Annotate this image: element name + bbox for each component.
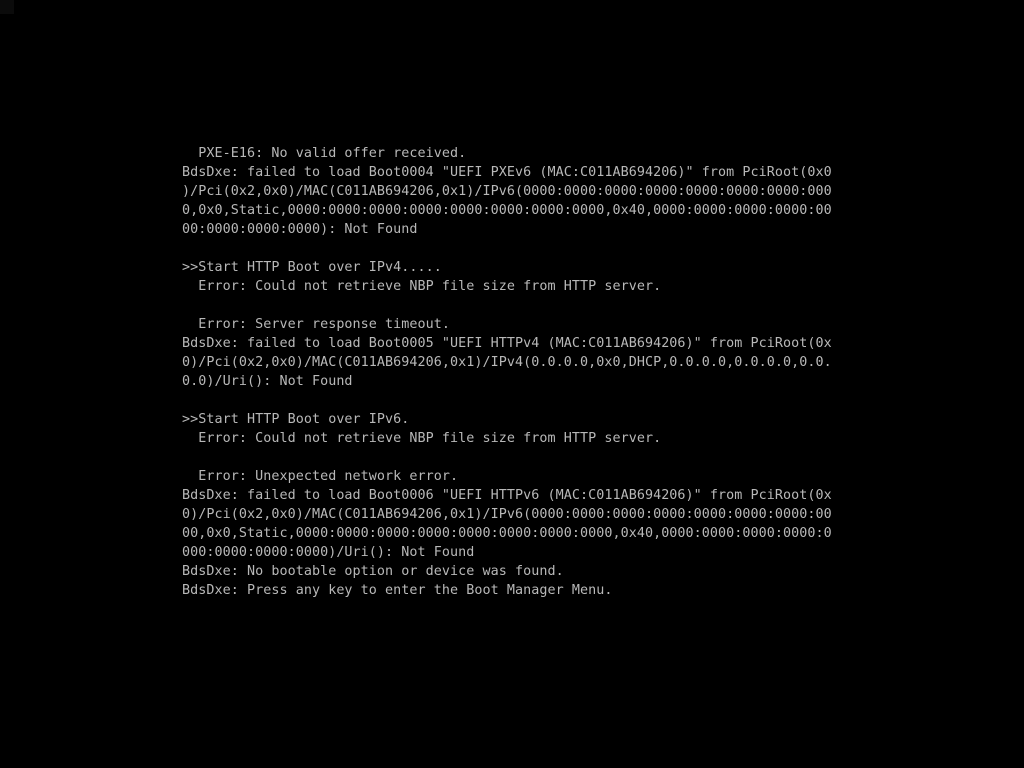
console-line: 0)/Pci(0x2,0x0)/MAC(C011AB694206,0x1)/IPv4(0.0.0.0,0x0,DHCP,0.0.0.0,0.0.0.0,0.0. <box>182 355 832 370</box>
console-line: Error: Could not retrieve NBP file size from HTTP server. <box>182 279 662 294</box>
console-line: BdsDxe: No bootable option or device was found. <box>182 564 564 579</box>
console-line: 00,0x0,Static,0000:0000:0000:0000:0000:0000:0000:0000,0x40,0000:0000:0000:0000:0 <box>182 526 832 541</box>
console-line: PXE-E16: No valid offer received. <box>182 146 467 161</box>
screen-corner-artifact <box>0 0 14 14</box>
console-line: 0,0x0,Static,0000:0000:0000:0000:0000:0000:0000:0000,0x40,0000:0000:0000:0000:00 <box>182 203 832 218</box>
console-line: BdsDxe: failed to load Boot0004 "UEFI PXEv6 (MAC:C011AB694206)" from PciRoot(0x0 <box>182 165 832 180</box>
console-line: 000:0000:0000:0000)/Uri(): Not Found <box>182 545 475 560</box>
console-line: Error: Server response timeout. <box>182 317 451 332</box>
efi-console-output <box>182 144 842 600</box>
console-line: )/Pci(0x2,0x0)/MAC(C011AB694206,0x1)/IPv6(0000:0000:0000:0000:0000:0000:0000:000 <box>182 184 832 199</box>
console-line: 0.0)/Uri(): Not Found <box>182 374 353 389</box>
console-line: Error: Unexpected network error. <box>182 469 459 484</box>
console-line: BdsDxe: failed to load Boot0006 "UEFI HTTPv6 (MAC:C011AB694206)" from PciRoot(0x <box>182 488 832 503</box>
console-line: BdsDxe: failed to load Boot0005 "UEFI HTTPv4 (MAC:C011AB694206)" from PciRoot(0x <box>182 336 832 351</box>
console-line <box>182 296 842 315</box>
console-line: >>Start HTTP Boot over IPv6. <box>182 412 410 427</box>
console-line <box>182 448 842 467</box>
console-line: BdsDxe: Press any key to enter the Boot Manager Menu. <box>182 583 613 598</box>
console-line: >>Start HTTP Boot over IPv4..... <box>182 260 442 275</box>
console-line <box>182 239 842 258</box>
console-line: 0)/Pci(0x2,0x0)/MAC(C011AB694206,0x1)/IPv6(0000:0000:0000:0000:0000:0000:0000:00 <box>182 507 832 522</box>
console-line <box>182 391 842 410</box>
console-line: Error: Could not retrieve NBP file size from HTTP server. <box>182 431 662 446</box>
console-line: 00:0000:0000:0000): Not Found <box>182 222 418 237</box>
